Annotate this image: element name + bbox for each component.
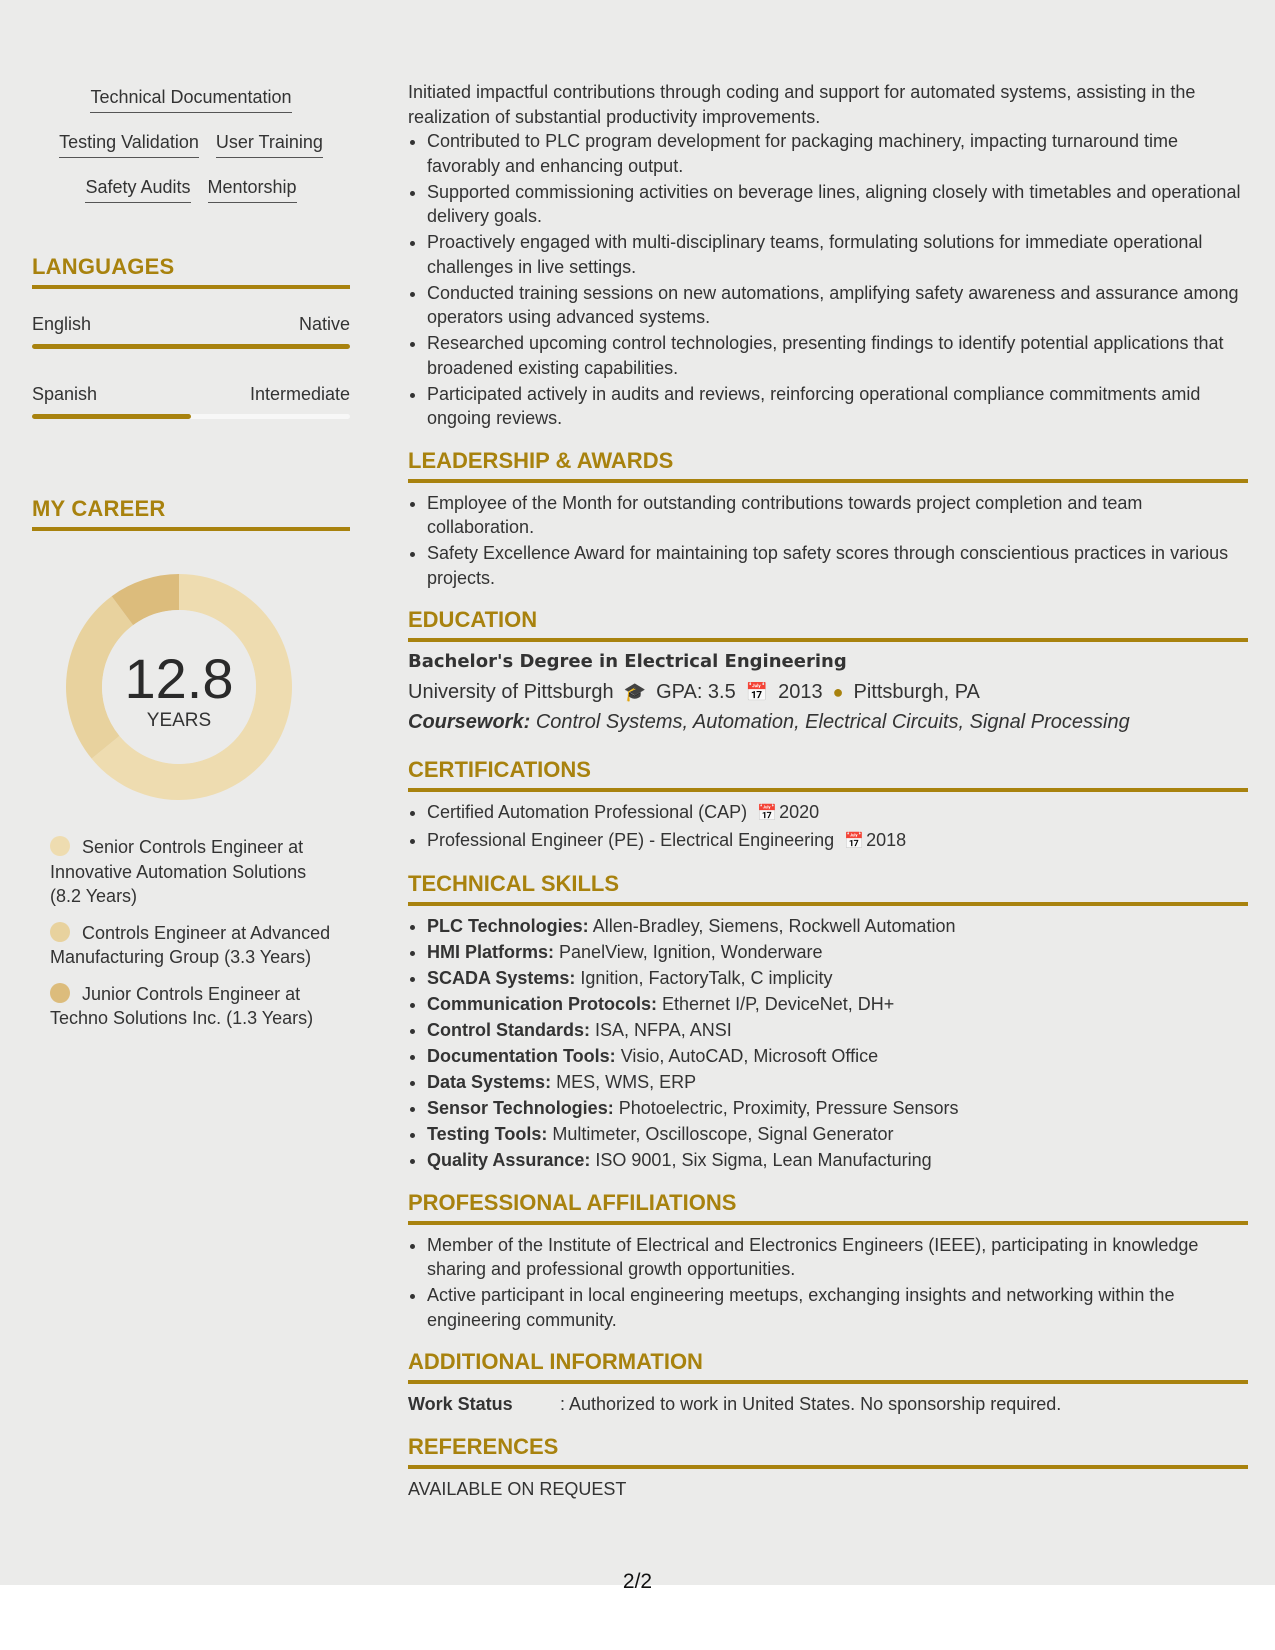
legend-dot	[50, 836, 70, 856]
experience-intro: Initiated impactful contributions through coding and support for automated systems, assisting in the realization of substantial productivity improvements.	[408, 82, 1196, 127]
additional-info-heading: ADDITIONAL INFORMATION	[408, 1347, 1248, 1384]
list-item: • Employee of the Month for outstanding contributions towards project completion and team collaboration.	[427, 491, 1248, 540]
skill-value: Multimeter, Oscilloscope, Signal Generator	[552, 1124, 894, 1144]
leadership-list	[408, 491, 1248, 591]
career-legend-item	[50, 921, 340, 970]
references-heading: REFERENCES	[408, 1432, 1248, 1469]
language-level: Intermediate	[249, 384, 350, 404]
legend-dot	[50, 922, 70, 942]
skill-value: Photoelectric, Proximity, Pressure Sensors	[618, 1098, 959, 1118]
affiliations-list	[408, 1233, 1248, 1333]
legend-dot	[50, 983, 70, 1003]
career-legend-text: Junior Controls Engineer at Techno Solutions Inc. (1.3 Years)	[50, 983, 314, 1028]
list-item: • Contributed to PLC program development for packaging machinery, impacting turnaround time favorably and enhancing output.	[427, 129, 1248, 178]
skill-value: ISO 9001, Six Sigma, Lean Manufacturing	[595, 1150, 932, 1170]
page-number: 2/2	[622, 1570, 653, 1593]
list-item: • Member of the Institute of Electrical and Electronics Engineers (IEEE), participating in knowledge sharing and professional growth opportunities.	[427, 1233, 1248, 1282]
certification-year: 2018	[866, 829, 907, 850]
skill-label: HMI Platforms:	[427, 942, 555, 962]
skill-tag-row	[32, 131, 350, 176]
list-item	[427, 1096, 1248, 1121]
career-legend-text: Senior Controls Engineer at Innovative Automation Solutions (8.2 Years)	[50, 837, 307, 906]
skill-value: Ignition, FactoryTalk, C implicity	[580, 968, 833, 988]
affiliations-heading: PROFESSIONAL AFFILIATIONS	[408, 1188, 1248, 1225]
list-item	[427, 1044, 1248, 1069]
skill-tag: User Training	[216, 131, 323, 158]
career-years-unit: YEARS	[146, 710, 212, 731]
calendar-icon: 📅	[757, 804, 778, 822]
language-item	[32, 314, 350, 349]
skill-label: Data Systems:	[427, 1072, 552, 1092]
skill-value: Visio, AutoCAD, Microsoft Office	[620, 1046, 879, 1066]
languages-heading: LANGUAGES	[32, 254, 350, 289]
language-name: Spanish	[32, 384, 98, 404]
references-text: AVAILABLE ON REQUEST	[408, 1478, 627, 1499]
school-location: Pittsburgh, PA	[853, 680, 980, 703]
language-level: Native	[298, 314, 350, 334]
coursework-label: Coursework:	[408, 711, 531, 733]
list-item	[427, 992, 1248, 1017]
list-item	[427, 800, 1248, 827]
skill-tags	[32, 86, 350, 221]
skill-value: Ethernet I/P, DeviceNet, DH+	[662, 994, 895, 1014]
coursework	[408, 710, 1248, 735]
career-legend	[50, 835, 340, 1043]
degree-title: Bachelor's Degree in Electrical Engineering	[408, 651, 847, 672]
graduation-cap-icon: 🎓	[623, 681, 647, 702]
location-pin-icon: ●	[832, 681, 844, 702]
skill-label: Testing Tools:	[427, 1124, 548, 1144]
skill-tag: Safety Audits	[85, 176, 190, 203]
list-item: • Conducted training sessions on new automations, amplifying safety awareness and assurance among operators using advanced systems.	[427, 281, 1248, 330]
graduation-year: 2013	[778, 680, 823, 703]
language-bar	[32, 344, 350, 349]
calendar-icon: 📅	[844, 832, 865, 850]
technical-skills-list	[408, 914, 1248, 1173]
work-status-value: : Authorized to work in United States. No sponsorship required.	[560, 1394, 1062, 1414]
skill-tag-row	[32, 176, 350, 221]
coursework-list: Control Systems, Automation, Electrical Circuits, Signal Processing	[535, 711, 1130, 733]
list-item: • Participated actively in audits and reviews, reinforcing operational compliance commitments amid ongoing reviews.	[427, 382, 1248, 431]
certifications-list	[408, 800, 1248, 855]
language-name: English	[32, 314, 92, 334]
skill-value: MES, WMS, ERP	[556, 1072, 697, 1092]
work-status-label: Work Status	[408, 1394, 513, 1414]
career-legend-item	[50, 835, 340, 909]
work-status-row	[408, 1392, 1248, 1417]
language-item	[32, 384, 350, 419]
certification-name: Professional Engineer (PE) - Electrical Engineering	[427, 829, 835, 850]
list-item	[427, 940, 1248, 965]
list-item	[427, 1070, 1248, 1095]
list-item	[427, 914, 1248, 939]
skill-tag: Testing Validation	[59, 131, 199, 158]
skill-label: Sensor Technologies:	[427, 1098, 614, 1118]
list-item: • Supported commissioning activities on beverage lines, aligning closely with timetables and operational delivery goals.	[427, 180, 1248, 229]
skill-label: Documentation Tools:	[427, 1046, 616, 1066]
calendar-icon: 📅	[745, 681, 769, 702]
list-item	[427, 1148, 1248, 1173]
skill-label: Communication Protocols:	[427, 994, 658, 1014]
skill-value: ISA, NFPA, ANSI	[595, 1020, 732, 1040]
skill-tag: Technical Documentation	[90, 86, 291, 113]
experience-bullets	[408, 129, 1248, 431]
leadership-heading: LEADERSHIP & AWARDS	[408, 446, 1248, 483]
education-meta	[408, 680, 1248, 705]
skill-tag-row	[32, 86, 350, 131]
career-heading: MY CAREER	[32, 496, 350, 531]
school-name: University of Pittsburgh	[408, 680, 614, 703]
career-total-years: 12.8	[124, 647, 234, 710]
skill-tag: Mentorship	[208, 176, 297, 203]
skill-value: Allen-Bradley, Siemens, Rockwell Automation	[592, 916, 956, 936]
skill-label: Control Standards:	[427, 1020, 591, 1040]
list-item: • Researched upcoming control technologies, presenting findings to identify potential applications that broadened existing capabilities.	[427, 331, 1248, 380]
skill-label: PLC Technologies:	[427, 916, 589, 936]
certification-year: 2020	[779, 801, 820, 822]
career-legend-item	[50, 982, 340, 1031]
main-column	[408, 80, 1248, 1501]
list-item	[427, 1018, 1248, 1043]
technical-skills-heading: TECHNICAL SKILLS	[408, 869, 1248, 906]
language-bar-fill	[32, 344, 350, 349]
skill-label: SCADA Systems:	[427, 968, 576, 988]
list-item	[427, 828, 1248, 855]
education-heading: EDUCATION	[408, 605, 1248, 642]
gpa: GPA: 3.5	[656, 680, 736, 703]
skill-value: PanelView, Ignition, Wonderware	[559, 942, 823, 962]
certifications-heading: CERTIFICATIONS	[408, 755, 1248, 792]
language-bar-fill	[32, 414, 191, 419]
skill-label: Quality Assurance:	[427, 1150, 591, 1170]
list-item: • Proactively engaged with multi-disciplinary teams, formulating solutions for immediate operational challenges in live settings.	[427, 230, 1248, 279]
list-item	[427, 1122, 1248, 1147]
list-item: • Safety Excellence Award for maintaining top safety scores through conscientious practices in various projects.	[427, 541, 1248, 590]
list-item: • Active participant in local engineering meetups, exchanging insights and networking within the engineering community.	[427, 1283, 1248, 1332]
career-legend-text: Controls Engineer at Advanced Manufacturing Group (3.3 Years)	[50, 922, 331, 967]
certification-name: Certified Automation Professional (CAP)	[427, 801, 748, 822]
language-bar	[32, 414, 350, 419]
list-item	[427, 966, 1248, 991]
